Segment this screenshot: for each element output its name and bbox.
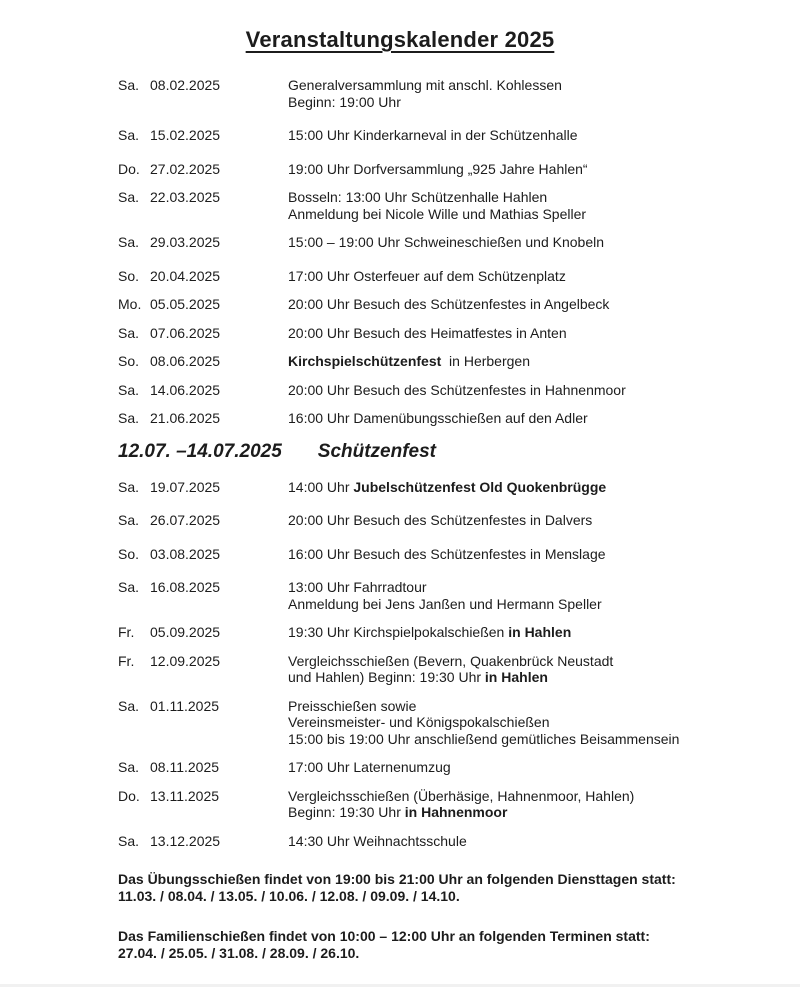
event-line [288,189,770,206]
note-dates: 11.03. / 08.04. / 13.05. / 10.06. / 12.08. / 09.09. / 14.10. [118,887,460,904]
event-line [288,804,770,821]
event-row [118,77,770,110]
notes-section [118,871,770,961]
event-text: und Hahlen) Beginn: 19:30 Uhr [288,669,485,685]
event-text: 13:00 Uhr Fahrradtour [288,579,427,595]
event-line [288,127,770,144]
event-date: 29.03.2025 [150,234,221,250]
event-date: 05.05.2025 [150,296,221,312]
event-text: 20:00 Uhr Besuch des Heimatfestes in Anten [288,324,567,341]
event-description [288,653,770,686]
event-line [288,788,770,805]
event-text: Vergleichsschießen (Bevern, Quakenbrück Neustadt [288,652,614,669]
event-date: 19.07.2025 [150,478,221,495]
event-line [288,731,770,748]
event-description [288,698,770,748]
event-text: 19:30 Uhr Kirchspielpokalschießen [288,624,509,640]
event-text: 17:00 Uhr Osterfeuer auf dem Schützenplatz [288,267,566,284]
section-date-range: 12.07. –14.07.2025 [118,440,282,462]
event-day: So. [118,353,140,369]
event-text: 20:00 Uhr Besuch des Schützenfestes in Dalvers [288,512,593,528]
event-text: Vereinsmeister- und Königspokalschießen [288,714,550,730]
event-description [288,161,770,178]
event-day: Sa. [118,697,140,714]
event-date: 16.08.2025 [150,579,221,595]
event-date: 13.11.2025 [150,787,220,804]
event-row [118,479,770,496]
uebungsschiessen-note [118,871,770,904]
event-row [118,759,770,776]
event-line [288,382,770,399]
event-row [118,624,770,641]
event-description [288,382,770,399]
event-date: 20.04.2025 [150,267,221,284]
event-line [288,296,770,313]
event-text-bold: in Hahlen [508,624,572,640]
event-line [288,714,770,731]
event-day: Sa. [118,759,140,775]
event-row [118,546,770,563]
event-date: 08.06.2025 [150,353,221,369]
event-text: 20:00 Uhr Besuch des Schützenfestes in Hahnenmoor [288,381,626,398]
event-day: Sa. [118,189,140,205]
event-date: 15.02.2025 [150,127,221,143]
event-description [288,353,770,370]
event-text: Vergleichsschießen (Überhäsige, Hahnenmoor, Hahlen) [288,787,635,804]
event-description [288,296,770,313]
event-row [118,268,770,285]
event-line [288,512,770,529]
event-text: 16:00 Uhr Damenübungsschießen auf den Adler [288,410,588,426]
note-dates: 27.04. / 25.05. / 31.08. / 28.09. / 26.10. [118,944,360,961]
event-day: Sa. [118,579,140,595]
event-day: Sa. [118,410,140,426]
event-text-bold: in Hahlen [484,669,548,685]
event-description [288,833,770,850]
schuetzenfest-section-header [118,439,770,464]
event-description [288,579,770,612]
event-description [288,234,770,251]
event-day: So. [118,545,140,562]
event-day: Sa. [118,381,140,398]
event-row [118,788,770,821]
event-day: Sa. [118,234,140,250]
event-line [288,161,770,178]
event-day: Sa. [118,127,140,143]
event-day: Mo. [118,296,142,312]
event-line [288,833,770,850]
event-row [118,161,770,178]
event-date: 08.02.2025 [150,77,221,93]
event-description [288,788,770,821]
event-row [118,325,770,342]
event-text: 16:00 Uhr Besuch des Schützenfestes in Menslage [288,545,606,562]
event-text: 19:00 Uhr Dorfversammlung „925 Jahre Hahlen“ [288,160,588,177]
event-day: So. [118,267,140,284]
event-description [288,77,770,110]
event-description [288,325,770,342]
event-date: 26.07.2025 [150,512,221,528]
event-date: 03.08.2025 [150,545,221,562]
event-text-bold: Kirchspielschützenfest [288,353,442,369]
event-day: Sa. [118,512,140,528]
event-text: 14:30 Uhr Weihnachtsschule [288,832,467,849]
event-text: 17:00 Uhr Laternenumzug [288,759,451,775]
event-line [288,596,770,613]
familienschiessen-note [118,928,770,961]
event-row [118,833,770,850]
event-line [288,410,770,427]
event-text: 15:00 – 19:00 Uhr Schweineschießen und Knobeln [288,234,604,250]
event-row [118,296,770,313]
event-line [288,653,770,670]
event-day: Sa. [118,478,140,495]
event-day: Fr. [118,624,135,640]
event-date: 07.06.2025 [150,324,221,341]
event-day: Do. [118,160,140,177]
event-line [288,353,770,370]
event-text: Bosseln: 13:00 Uhr Schützenhalle Hahlen [288,189,548,205]
event-description [288,268,770,285]
note-text: Das Familienschießen findet von 10:00 – 12:00 Uhr an folgenden Terminen statt: [118,928,650,944]
event-text: 14:00 Uhr [288,478,354,495]
event-row [118,353,770,370]
page-title: Veranstaltungskalender 2025 [245,27,555,52]
event-line [288,698,770,715]
event-day: Fr. [118,652,135,669]
events-list-first-half [118,77,770,427]
event-line [288,669,770,686]
event-text: Anmeldung bei Jens Janßen und Hermann Speller [288,595,602,612]
event-description [288,410,770,427]
event-line [288,624,770,641]
event-line [288,77,770,94]
event-text-bold: in Hahnenmoor [404,804,508,820]
event-row [118,127,770,144]
event-text-bold: Jubelschützenfest Old Quokenbrügge [353,478,607,495]
event-text: 15:00 Uhr Kinderkarneval in der Schützenhalle [288,127,578,143]
event-text: 20:00 Uhr Besuch des Schützenfestes in Angelbeck [288,296,610,312]
event-description [288,759,770,776]
event-text: Preisschießen sowie [288,697,417,714]
event-line [288,325,770,342]
event-line [288,479,770,496]
event-date: 01.11.2025 [150,697,220,714]
event-description [288,512,770,529]
event-date: 05.09.2025 [150,624,221,640]
event-date: 13.12.2025 [150,832,221,849]
event-description [288,546,770,563]
event-row [118,189,770,222]
event-description [288,479,770,496]
event-row [118,410,770,427]
event-row [118,653,770,686]
event-row [118,382,770,399]
event-day: Sa. [118,324,140,341]
section-title: Schützenfest [317,440,437,462]
event-line [288,234,770,251]
events-list-second-half [118,479,770,850]
event-text: Beginn: 19:00 Uhr [288,93,401,110]
event-row [118,579,770,612]
event-line [288,94,770,111]
event-date: 27.02.2025 [150,160,221,177]
event-row [118,512,770,529]
event-day: Sa. [118,832,140,849]
event-date: 22.03.2025 [150,189,221,205]
event-date: 21.06.2025 [150,410,221,426]
event-text: Generalversammlung mit anschl. Kohlessen [288,77,562,93]
event-date: 12.09.2025 [150,652,221,669]
event-description [288,624,770,641]
calendar-content [0,53,800,961]
event-day: Do. [118,787,140,804]
event-description [288,189,770,222]
event-text: Beginn: 19:30 Uhr [288,804,405,820]
event-text: 15:00 bis 19:00 Uhr anschließend gemütliches Beisammensein [288,730,680,747]
event-line [288,759,770,776]
note-text: Das Übungsschießen findet von 19:00 bis 21:00 Uhr an folgenden Diensttagen statt: [118,871,676,887]
event-day: Sa. [118,77,140,93]
event-date: 14.06.2025 [150,381,221,398]
event-row [118,234,770,251]
event-row [118,698,770,748]
event-description [288,127,770,144]
event-line [288,546,770,563]
event-text: in Herbergen [441,353,530,369]
event-text: Anmeldung bei Nicole Wille und Mathias Speller [288,205,587,222]
event-line [288,579,770,596]
event-date: 08.11.2025 [150,759,220,775]
event-line [288,268,770,285]
event-line [288,206,770,223]
